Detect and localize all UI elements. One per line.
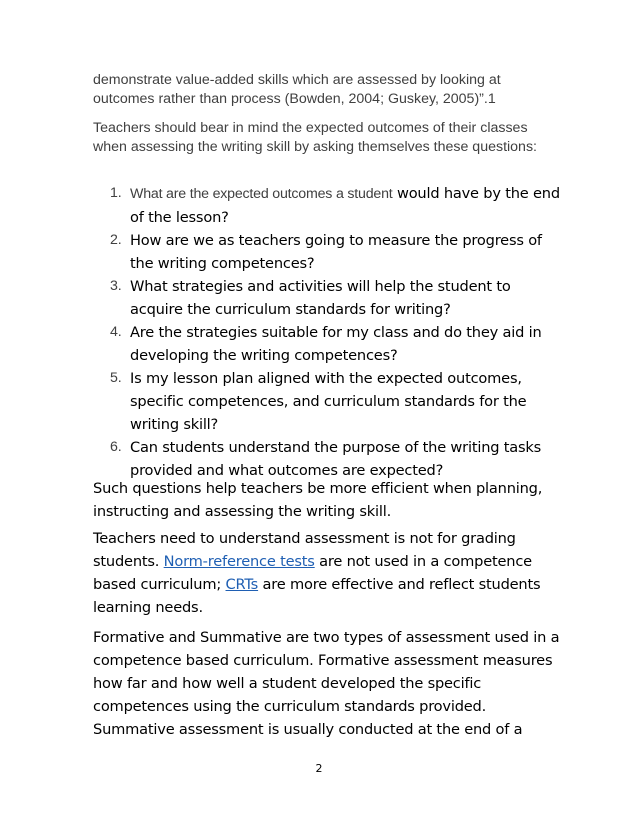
question-text: Can students understand the purpose of the writing tasks provided and what outcomes are expected? [130,439,542,479]
list-item [93,436,563,482]
list-item [93,367,563,436]
question-text: Is my lesson plan aligned with the expected outcomes, specific competences, and curriculum standards for the writing skill? [130,370,527,433]
question-text-part: would have by the end of the lesson? [130,185,560,226]
list-number: 3. [110,278,122,294]
list-number: 2. [110,232,122,248]
list-number: 6. [110,439,122,455]
list-item [93,321,563,367]
question-text-part: What are the expected outcomes a student [130,186,393,202]
paragraph-continuation: demonstrate value-added skills which are assessed by looking at outcomes rather than process (Bowden, 2004; Guskey, 2005)”.1 [93,72,501,107]
questions-list [93,182,563,482]
paragraph-formative-summative: Formative and Summative are two types of assessment used in a competence based curriculum. Formative assessment measures how far and how well a student developed the specific competences using the curriculum standards provided. Summative assessment is usually conducted at the end of a [93,629,560,738]
question-text: What strategies and activities will help the student to acquire the curriculum standards for writing? [130,278,511,318]
crts-link[interactable]: CRTs [225,576,259,593]
question-text: Are the strategies suitable for my class and do they aid in developing the writing competences? [130,324,542,364]
paragraph-text: are more effective and reflect students learning needs. [93,576,541,616]
paragraph-text: are not used in a competence based curriculum; [93,553,532,593]
paragraph-text: Teachers need to understand assessment is not for grading students. [93,530,516,570]
norm-reference-tests-link[interactable]: Norm-reference tests [163,553,315,570]
list-number: 1. [110,185,122,201]
question-text: How are we as teachers going to measure the progress of the writing competences? [130,232,542,272]
paragraph-efficiency: Such questions help teachers be more efficient when planning, instructing and assessing the writing skill. [93,480,543,520]
list-item [93,229,563,275]
list-number: 4. [110,324,122,340]
paragraph-assessment-grading [93,527,563,619]
list-item [93,275,563,321]
list-item [93,182,563,229]
paragraph-questions-intro: Teachers should bear in mind the expected outcomes of their classes when assessing the writing skill by asking themselves these questions: [93,120,537,155]
list-number: 5. [110,370,122,386]
page-number: 2 [315,762,323,775]
